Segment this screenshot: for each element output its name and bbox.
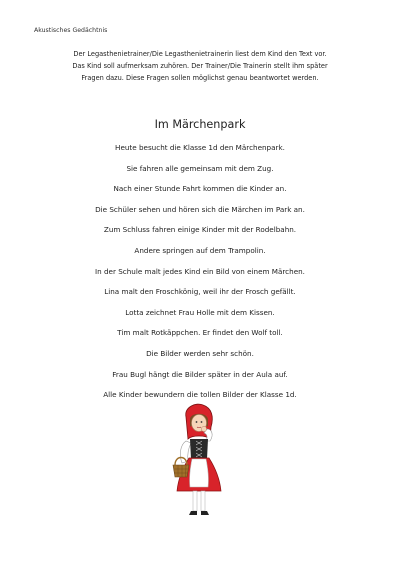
eye	[201, 421, 203, 423]
page-header: Akustisches Gedächtnis	[34, 27, 108, 34]
shoe	[189, 511, 197, 515]
story-line: Nach einer Stunde Fahrt kommen die Kinder an.	[113, 184, 287, 194]
leg	[193, 491, 197, 511]
shoe	[201, 511, 209, 515]
story-text	[20, 143, 380, 411]
instruction-line: Fragen dazu. Diese Fragen sollen möglichst genau beantwortet werden.	[81, 74, 319, 82]
apron	[190, 459, 209, 487]
story-line: Lotta zeichnet Frau Holle mit dem Kissen.	[125, 307, 275, 317]
story-title: Im Märchenpark	[154, 118, 246, 131]
instruction-line: Das Kind soll aufmerksam zuhören. Der Trainer/Die Trainerin stellt ihm später	[72, 62, 328, 70]
story-line: Tim malt Rotkäppchen. Er findet den Wolf toll.	[117, 328, 283, 338]
basket	[173, 465, 189, 477]
hand	[201, 426, 206, 431]
red-riding-hood-illustration	[166, 403, 232, 523]
leg	[201, 491, 205, 511]
story-line: Lina malt den Froschkönig, weil ihr der Frosch gefällt.	[104, 287, 296, 297]
instruction-line: Der Legasthenietrainer/Die Legasthenietrainerin liest dem Kind den Text vor.	[73, 50, 327, 58]
story-line: Zum Schluss fahren einige Kinder mit der Rodelbahn.	[103, 225, 297, 235]
story-line: Die Bilder werden sehr schön.	[146, 348, 254, 358]
instructions	[30, 48, 370, 84]
story-line: Heute besucht die Klasse 1d den Märchenpark.	[115, 143, 285, 152]
eye	[196, 421, 198, 423]
story-line: Sie fahren alle gemeinsam mit dem Zug.	[126, 163, 274, 173]
story-line: In der Schule malt jedes Kind ein Bild von einem Märchen.	[95, 266, 305, 276]
story-line: Alle Kinder bewundern die tollen Bilder der Klasse 1d.	[103, 390, 297, 400]
story-line: Andere springen auf dem Trampolin.	[134, 245, 266, 255]
story-line: Die Schüler sehen und hören sich die Märchen im Park an.	[95, 204, 305, 214]
story-line: Frau Bugl hängt die Bilder später in der Aula auf.	[112, 369, 288, 379]
